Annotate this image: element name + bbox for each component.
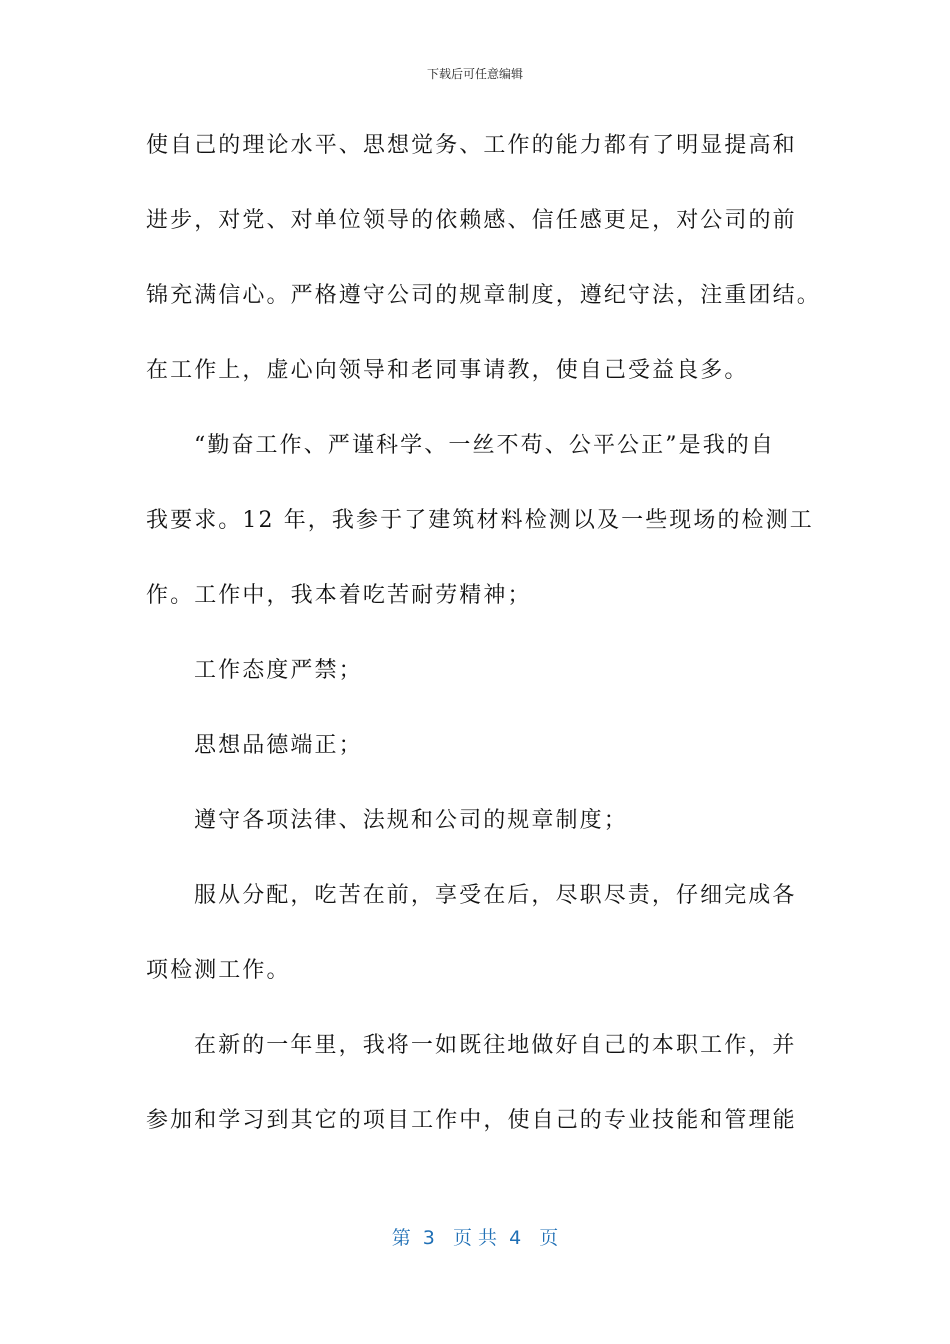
text-line: “勤奋工作、严谨科学、一丝不苟、公平公正”是我的自 — [194, 433, 775, 458]
text-line: 作。工作中，我本着吃苦耐劳精神； — [146, 583, 532, 608]
text-line: 我要求。12 年，我参于了建筑材料检测以及一些现场的检测工 — [146, 508, 814, 533]
text-line: 遵守各项法律、法规和公司的规章制度； — [194, 808, 628, 833]
text-line: 在新的一年里，我将一如既往地做好自己的本职工作，并 — [194, 1033, 797, 1058]
text-line: 工作态度严禁； — [194, 658, 363, 683]
text-line: 使自己的理论水平、思想觉务、工作的能力都有了明显提高和 — [146, 133, 797, 158]
text-line: 在工作上，虚心向领导和老同事请教，使自己受益良多。 — [146, 358, 749, 383]
text-line: 进步，对党、对单位领导的依赖感、信任感更足，对公司的前 — [146, 208, 797, 233]
document-body — [146, 120, 821, 1170]
text-line: 锦充满信心。严格遵守公司的规章制度，遵纪守法，注重团结。 — [146, 283, 821, 308]
page-number-footer: 第 3 页 共 4 页 — [391, 1227, 559, 1249]
text-line: 服从分配，吃苦在前，享受在后，尽职尽责，仔细完成各 — [194, 883, 797, 908]
text-line: 思想品德端正； — [194, 733, 363, 758]
text-line: 项检测工作。 — [146, 958, 291, 983]
page-header-note: 下载后可任意编辑 — [426, 67, 523, 81]
text-line: 参加和学习到其它的项目工作中，使自己的专业技能和管理能 — [146, 1108, 797, 1133]
